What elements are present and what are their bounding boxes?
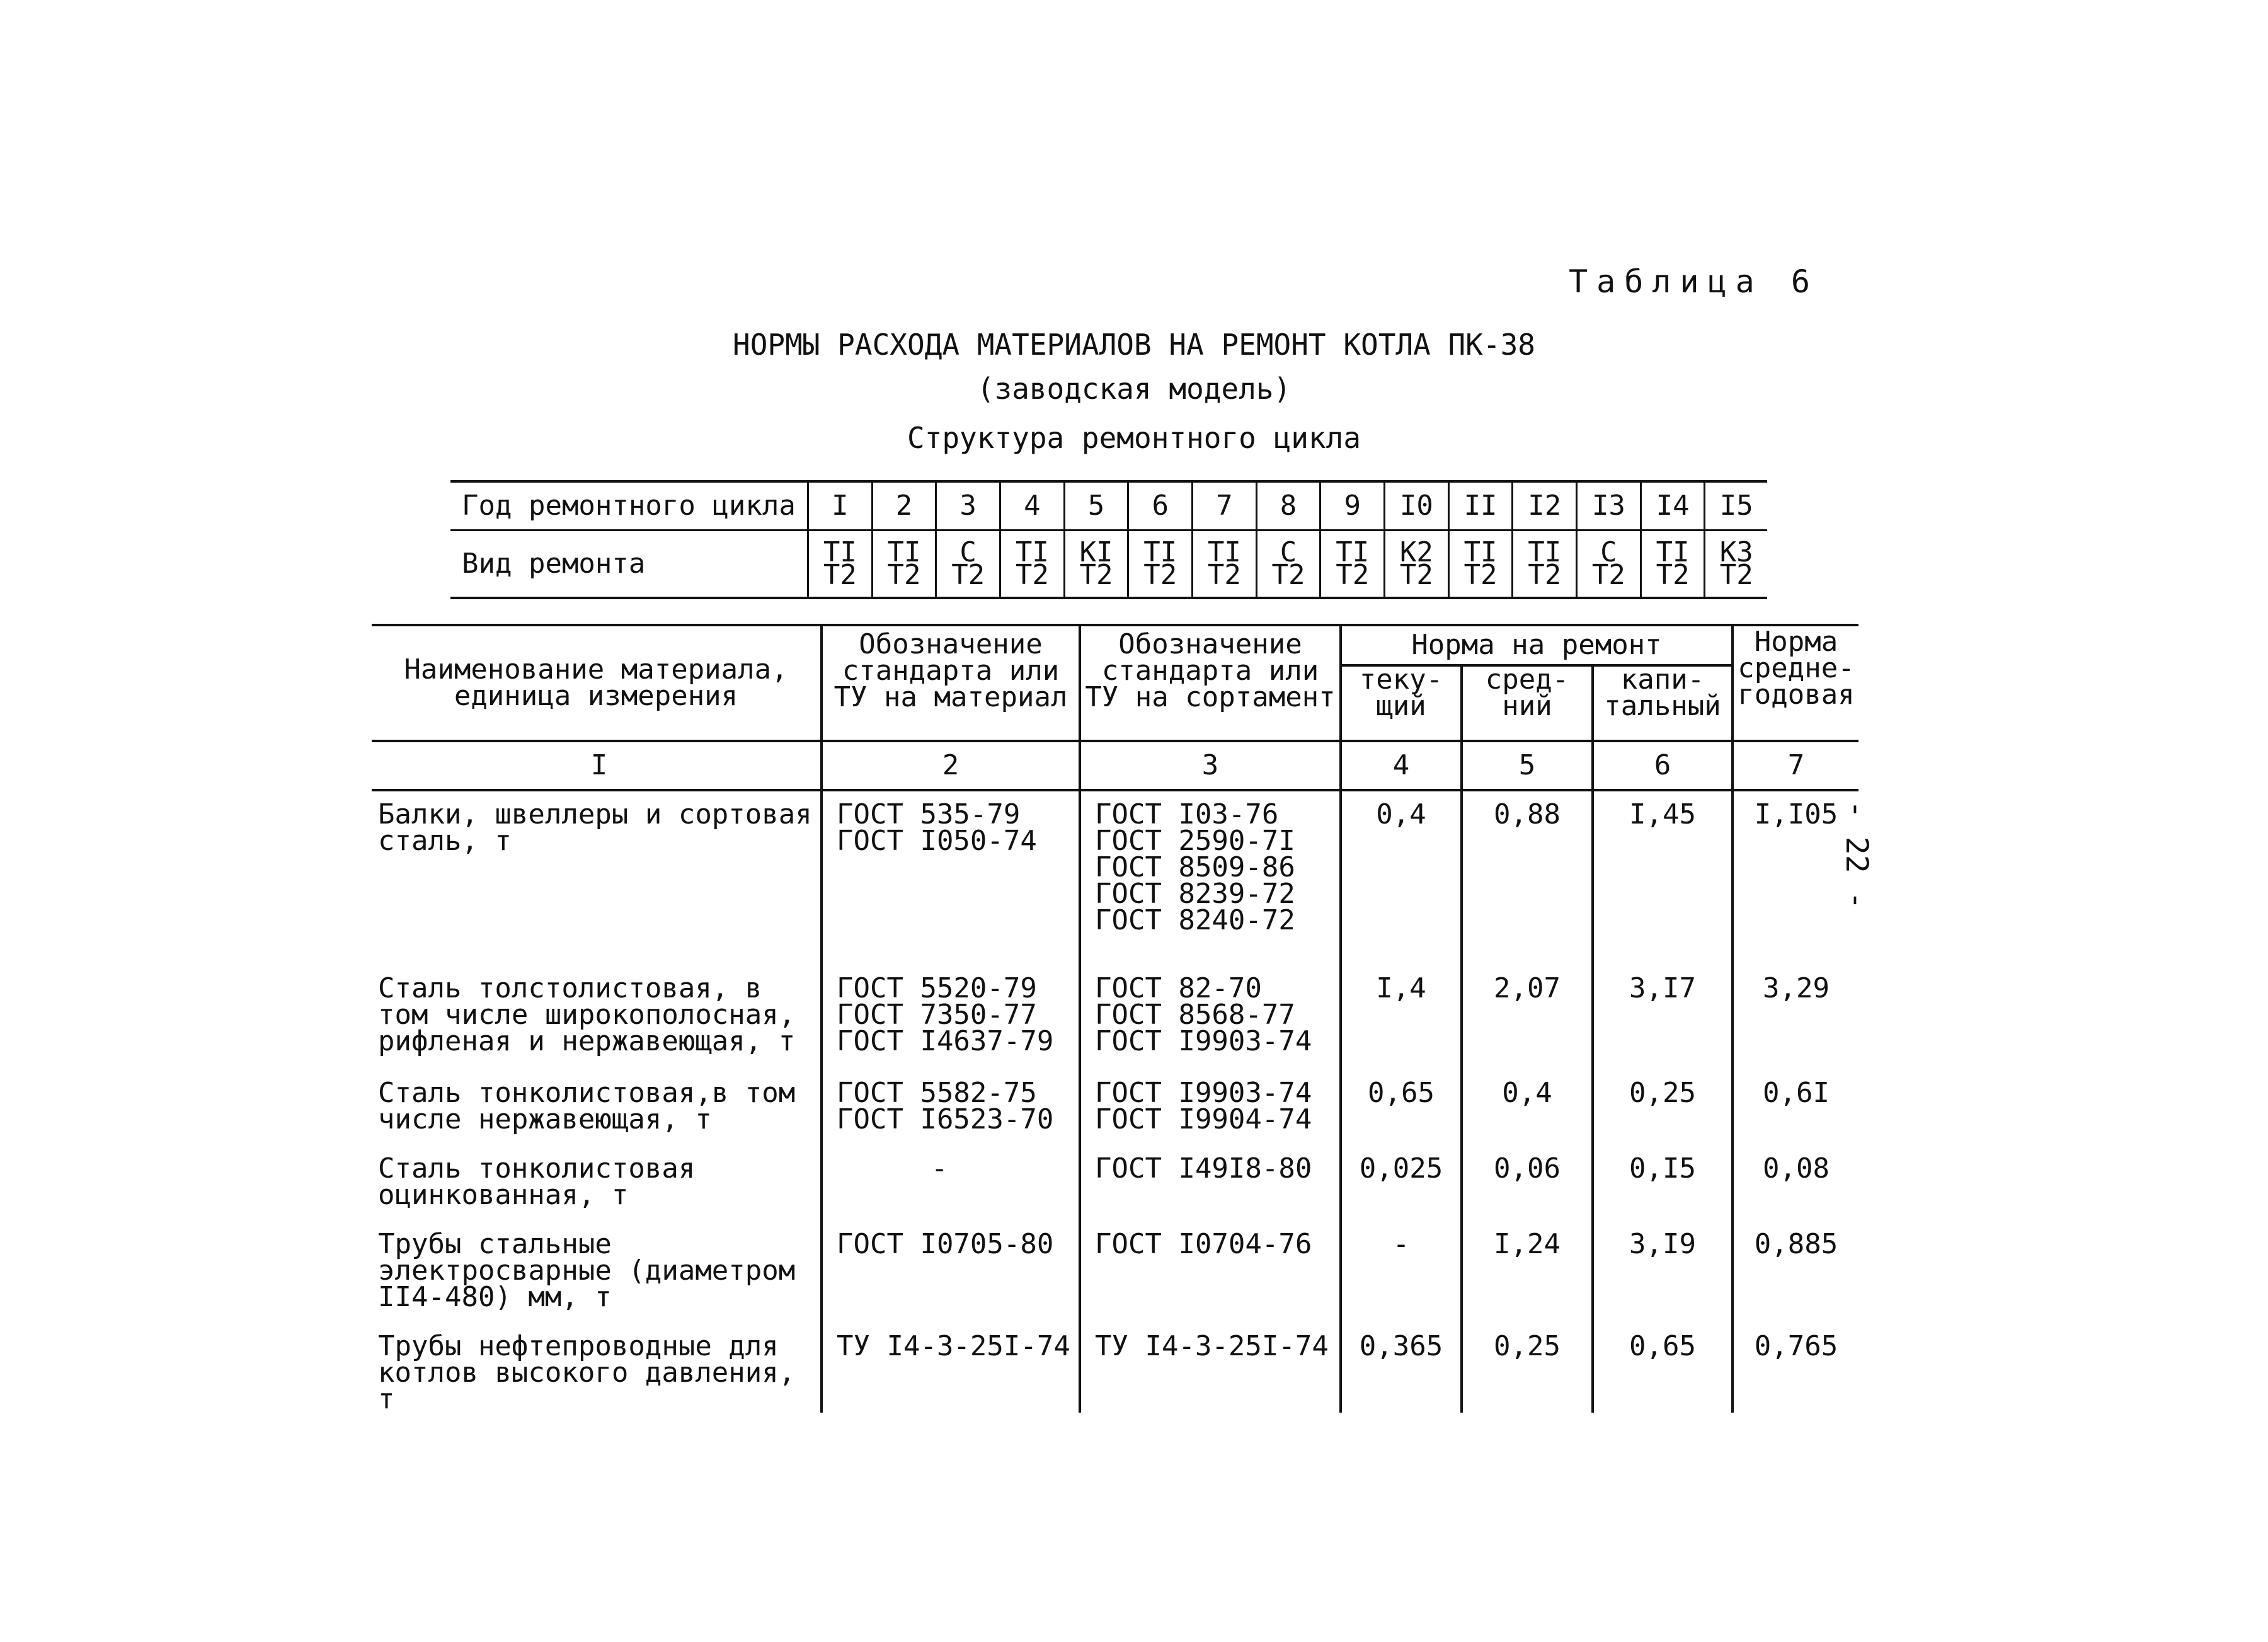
repair-type-bottom: T2 bbox=[1207, 559, 1241, 591]
cycle-repair-cell bbox=[1000, 531, 1065, 599]
column-number: 5 bbox=[1462, 741, 1593, 790]
column-number: 6 bbox=[1593, 741, 1732, 790]
cycle-repair-cell bbox=[1641, 531, 1705, 599]
standard-code: ГОСТ I4637-79 bbox=[837, 1025, 1054, 1057]
repair-type-bottom: T2 bbox=[1015, 559, 1049, 591]
cycle-repair-cell bbox=[1448, 531, 1513, 599]
standard-code: ГОСТ I49I8-80 bbox=[1095, 1152, 1312, 1185]
repair-type-top: K3 bbox=[1719, 536, 1753, 568]
cycle-year-cell: I2 bbox=[1513, 481, 1577, 531]
norm-medium: 0,25 bbox=[1462, 1323, 1593, 1413]
cycle-repair-cell bbox=[1064, 531, 1128, 599]
norm-current: 0,365 bbox=[1341, 1323, 1462, 1413]
standard-code: ГОСТ 5582-75 bbox=[837, 1077, 1037, 1109]
column-number: 2 bbox=[822, 741, 1080, 790]
repair-type-bottom: T2 bbox=[1079, 559, 1113, 591]
cycle-year-cell: I4 bbox=[1641, 481, 1705, 531]
header-name: Наименование материала, единица измерения bbox=[372, 625, 822, 741]
table-row bbox=[372, 1070, 1858, 1145]
table-row bbox=[372, 1221, 1858, 1323]
standard-code: ГОСТ I9903-74 bbox=[1095, 1077, 1312, 1109]
repair-type-bottom: T2 bbox=[1271, 559, 1305, 591]
material-name: Сталь тонколистовая,в том числе нержавеющая, т bbox=[378, 1077, 796, 1135]
cycle-year-cell: II bbox=[1448, 481, 1513, 531]
header-norm-repair: Норма на ремонт bbox=[1341, 625, 1732, 665]
cycle-repair-cell bbox=[1385, 531, 1449, 599]
standard-material-cell bbox=[822, 790, 1080, 965]
table-row bbox=[372, 790, 1858, 965]
cycle-repair-cell bbox=[872, 531, 936, 599]
material-name: Сталь тонколистовая оцинкованная, т bbox=[378, 1152, 696, 1211]
norm-capital: 0,I5 bbox=[1593, 1145, 1732, 1221]
repair-type-bottom: T2 bbox=[1399, 559, 1433, 591]
standard-code: ТУ I4-3-25I-74 bbox=[1095, 1330, 1329, 1362]
norm-capital: 3,I9 bbox=[1593, 1221, 1732, 1323]
standard-assortment-cell bbox=[1080, 1221, 1341, 1323]
repair-type-bottom: T2 bbox=[1528, 559, 1562, 591]
standard-material-cell bbox=[822, 965, 1080, 1070]
cycle-repair-cell bbox=[1577, 531, 1641, 599]
standard-code: ГОСТ 8509-86 bbox=[1095, 851, 1295, 883]
standard-code: ГОСТ 7350-77 bbox=[837, 999, 1037, 1031]
cycle-repair-cell bbox=[1256, 531, 1320, 599]
column-number-row bbox=[372, 741, 1858, 790]
cycle-year-cell: 5 bbox=[1064, 481, 1128, 531]
norm-medium: 0,06 bbox=[1462, 1145, 1593, 1221]
repair-type-bottom: T2 bbox=[951, 559, 985, 591]
cycle-repair-cell bbox=[808, 531, 873, 599]
cycle-repair-cell bbox=[936, 531, 1000, 599]
repair-type-top: TI bbox=[887, 536, 921, 568]
repair-type-top: TI bbox=[1463, 536, 1498, 568]
norm-annual: 0,885 bbox=[1732, 1221, 1858, 1323]
repair-type-bottom: T2 bbox=[1719, 559, 1753, 591]
header-std-material: Обозначение стандарта или ТУ на материал bbox=[822, 625, 1080, 741]
material-name: Сталь толстолистовая, в том числе широкополосная, рифленая и нержавеющая, т bbox=[378, 972, 796, 1057]
cycle-repair-cell bbox=[1193, 531, 1257, 599]
standard-assortment-cell bbox=[1080, 1145, 1341, 1221]
standard-assortment-cell bbox=[1080, 1070, 1341, 1145]
standard-code: ГОСТ I6523-70 bbox=[837, 1103, 1054, 1135]
cycle-year-cell: I bbox=[808, 481, 873, 531]
norm-capital: 0,25 bbox=[1593, 1070, 1732, 1145]
repair-type-top: TI bbox=[1528, 536, 1562, 568]
table-row bbox=[372, 965, 1858, 1070]
standard-material-cell bbox=[822, 1323, 1080, 1413]
repair-type-bottom: T2 bbox=[1463, 559, 1498, 591]
norm-medium: 0,4 bbox=[1462, 1070, 1593, 1145]
norm-capital: I,45 bbox=[1593, 790, 1732, 965]
standard-code: ГОСТ I0704-76 bbox=[1095, 1228, 1312, 1260]
material-name: Трубы стальные электросварные (диаметром II4-480) мм, т bbox=[378, 1228, 796, 1313]
standard-code: ГОСТ 82-70 bbox=[1095, 972, 1262, 1004]
repair-type-top: TI bbox=[1143, 536, 1177, 568]
norm-current: 0,025 bbox=[1341, 1145, 1462, 1221]
cycle-year-row bbox=[450, 481, 1767, 531]
standard-material-cell bbox=[822, 1070, 1080, 1145]
repair-type-top: TI bbox=[1015, 536, 1049, 568]
page-title: НОРМЫ РАСХОДА МАТЕРИАЛОВ НА РЕМОНТ КОТЛА ПК-38 bbox=[733, 328, 1535, 362]
cycle-repair-cell bbox=[1320, 531, 1385, 599]
repair-type-top: KI bbox=[1079, 536, 1113, 568]
norm-annual: I,I05 bbox=[1732, 790, 1858, 965]
cycle-repair-label: Вид ремонта bbox=[450, 531, 808, 599]
cycle-year-cell: 4 bbox=[1000, 481, 1065, 531]
repair-type-bottom: T2 bbox=[823, 559, 857, 591]
cycle-year-cell: I0 bbox=[1385, 481, 1449, 531]
repair-type-top: TI bbox=[823, 536, 857, 568]
standard-code: ТУ I4-3-25I-74 bbox=[837, 1330, 1070, 1362]
norm-capital: 3,I7 bbox=[1593, 965, 1732, 1070]
repair-type-bottom: T2 bbox=[887, 559, 921, 591]
standard-code: ГОСТ I9904-74 bbox=[1095, 1103, 1312, 1135]
repair-type-top: TI bbox=[1336, 536, 1370, 568]
norm-medium: 0,88 bbox=[1462, 790, 1593, 965]
cycle-caption: Структура ремонтного цикла bbox=[907, 421, 1361, 455]
page-number: - 22 - bbox=[1839, 800, 1874, 910]
table-row bbox=[372, 1323, 1858, 1413]
cycle-year-label: Год ремонтного цикла bbox=[450, 481, 808, 531]
cycle-year-cell: 6 bbox=[1128, 481, 1193, 531]
cycle-repair-cell bbox=[1128, 531, 1193, 599]
norm-current: 0,65 bbox=[1341, 1070, 1462, 1145]
norm-annual: 0,765 bbox=[1732, 1323, 1858, 1413]
standard-assortment-cell bbox=[1080, 1323, 1341, 1413]
header-capital: капи- тальный bbox=[1593, 665, 1732, 741]
column-number: 4 bbox=[1341, 741, 1462, 790]
norm-current: - bbox=[1341, 1221, 1462, 1323]
norm-medium: I,24 bbox=[1462, 1221, 1593, 1323]
standard-code: - bbox=[931, 1152, 948, 1185]
material-name: Балки, швеллеры и сортовая сталь, т bbox=[378, 798, 812, 857]
norm-capital: 0,65 bbox=[1593, 1323, 1732, 1413]
column-number: 3 bbox=[1080, 741, 1341, 790]
cycle-year-cell: 9 bbox=[1320, 481, 1385, 531]
repair-type-top: C bbox=[959, 536, 976, 568]
repair-type-top: C bbox=[1600, 536, 1617, 568]
standard-code: ГОСТ I0705-80 bbox=[837, 1228, 1054, 1260]
table-row bbox=[372, 1145, 1858, 1221]
standard-code: ГОСТ 8239-72 bbox=[1095, 878, 1295, 910]
standard-material-cell bbox=[822, 1145, 1080, 1221]
standard-code: ГОСТ I03-76 bbox=[1095, 798, 1279, 830]
repair-type-bottom: T2 bbox=[1656, 559, 1690, 591]
standard-code: ГОСТ 8568-77 bbox=[1095, 999, 1295, 1031]
norm-current: I,4 bbox=[1341, 965, 1462, 1070]
table-label: Таблица 6 bbox=[1569, 263, 1819, 300]
standard-assortment-cell bbox=[1080, 965, 1341, 1070]
header-annual: Норма средне- годовая bbox=[1732, 625, 1858, 741]
column-number: 7 bbox=[1732, 741, 1858, 790]
standard-material-cell bbox=[822, 1221, 1080, 1323]
repair-type-top: TI bbox=[1207, 536, 1241, 568]
repair-type-top: TI bbox=[1656, 536, 1690, 568]
cycle-year-cell: 8 bbox=[1256, 481, 1320, 531]
standard-code: ГОСТ 535-79 bbox=[837, 798, 1021, 830]
standard-code: ГОСТ I050-74 bbox=[837, 825, 1037, 857]
standard-code: ГОСТ 2590-7I bbox=[1095, 825, 1295, 857]
standard-assortment-cell bbox=[1080, 790, 1341, 965]
cycle-repair-cell bbox=[1705, 531, 1767, 599]
repair-type-top: K2 bbox=[1399, 536, 1433, 568]
materials-table bbox=[372, 624, 1858, 1413]
norm-annual: 0,6I bbox=[1732, 1070, 1858, 1145]
repair-type-bottom: T2 bbox=[1143, 559, 1177, 591]
repair-type-bottom: T2 bbox=[1591, 559, 1625, 591]
repair-type-bottom: T2 bbox=[1336, 559, 1370, 591]
repair-type-top: C bbox=[1280, 536, 1297, 568]
header-current: теку- щий bbox=[1341, 665, 1462, 741]
repair-cycle-table bbox=[450, 480, 1767, 599]
cycle-year-cell: 7 bbox=[1193, 481, 1257, 531]
standard-code: ГОСТ I9903-74 bbox=[1095, 1025, 1312, 1057]
cycle-year-cell: 2 bbox=[872, 481, 936, 531]
page-subtitle: (заводская модель) bbox=[976, 372, 1292, 406]
header-std-assortment: Обозначение стандарта или ТУ на сортамент bbox=[1080, 625, 1341, 741]
norm-current: 0,4 bbox=[1341, 790, 1462, 965]
header-medium: сред- ний bbox=[1462, 665, 1593, 741]
material-name: Трубы нефтепроводные для котлов высокого давления, т bbox=[378, 1330, 796, 1415]
cycle-year-cell: I5 bbox=[1705, 481, 1767, 531]
cycle-repair-row bbox=[450, 531, 1767, 599]
cycle-year-cell: I3 bbox=[1577, 481, 1641, 531]
standard-code: ГОСТ 8240-72 bbox=[1095, 904, 1295, 936]
column-number: I bbox=[372, 741, 822, 790]
standard-code: ГОСТ 5520-79 bbox=[837, 972, 1037, 1004]
norm-annual: 3,29 bbox=[1732, 965, 1858, 1070]
norm-annual: 0,08 bbox=[1732, 1145, 1858, 1221]
cycle-year-cell: 3 bbox=[936, 481, 1000, 531]
cycle-repair-cell bbox=[1513, 531, 1577, 599]
norm-medium: 2,07 bbox=[1462, 965, 1593, 1070]
